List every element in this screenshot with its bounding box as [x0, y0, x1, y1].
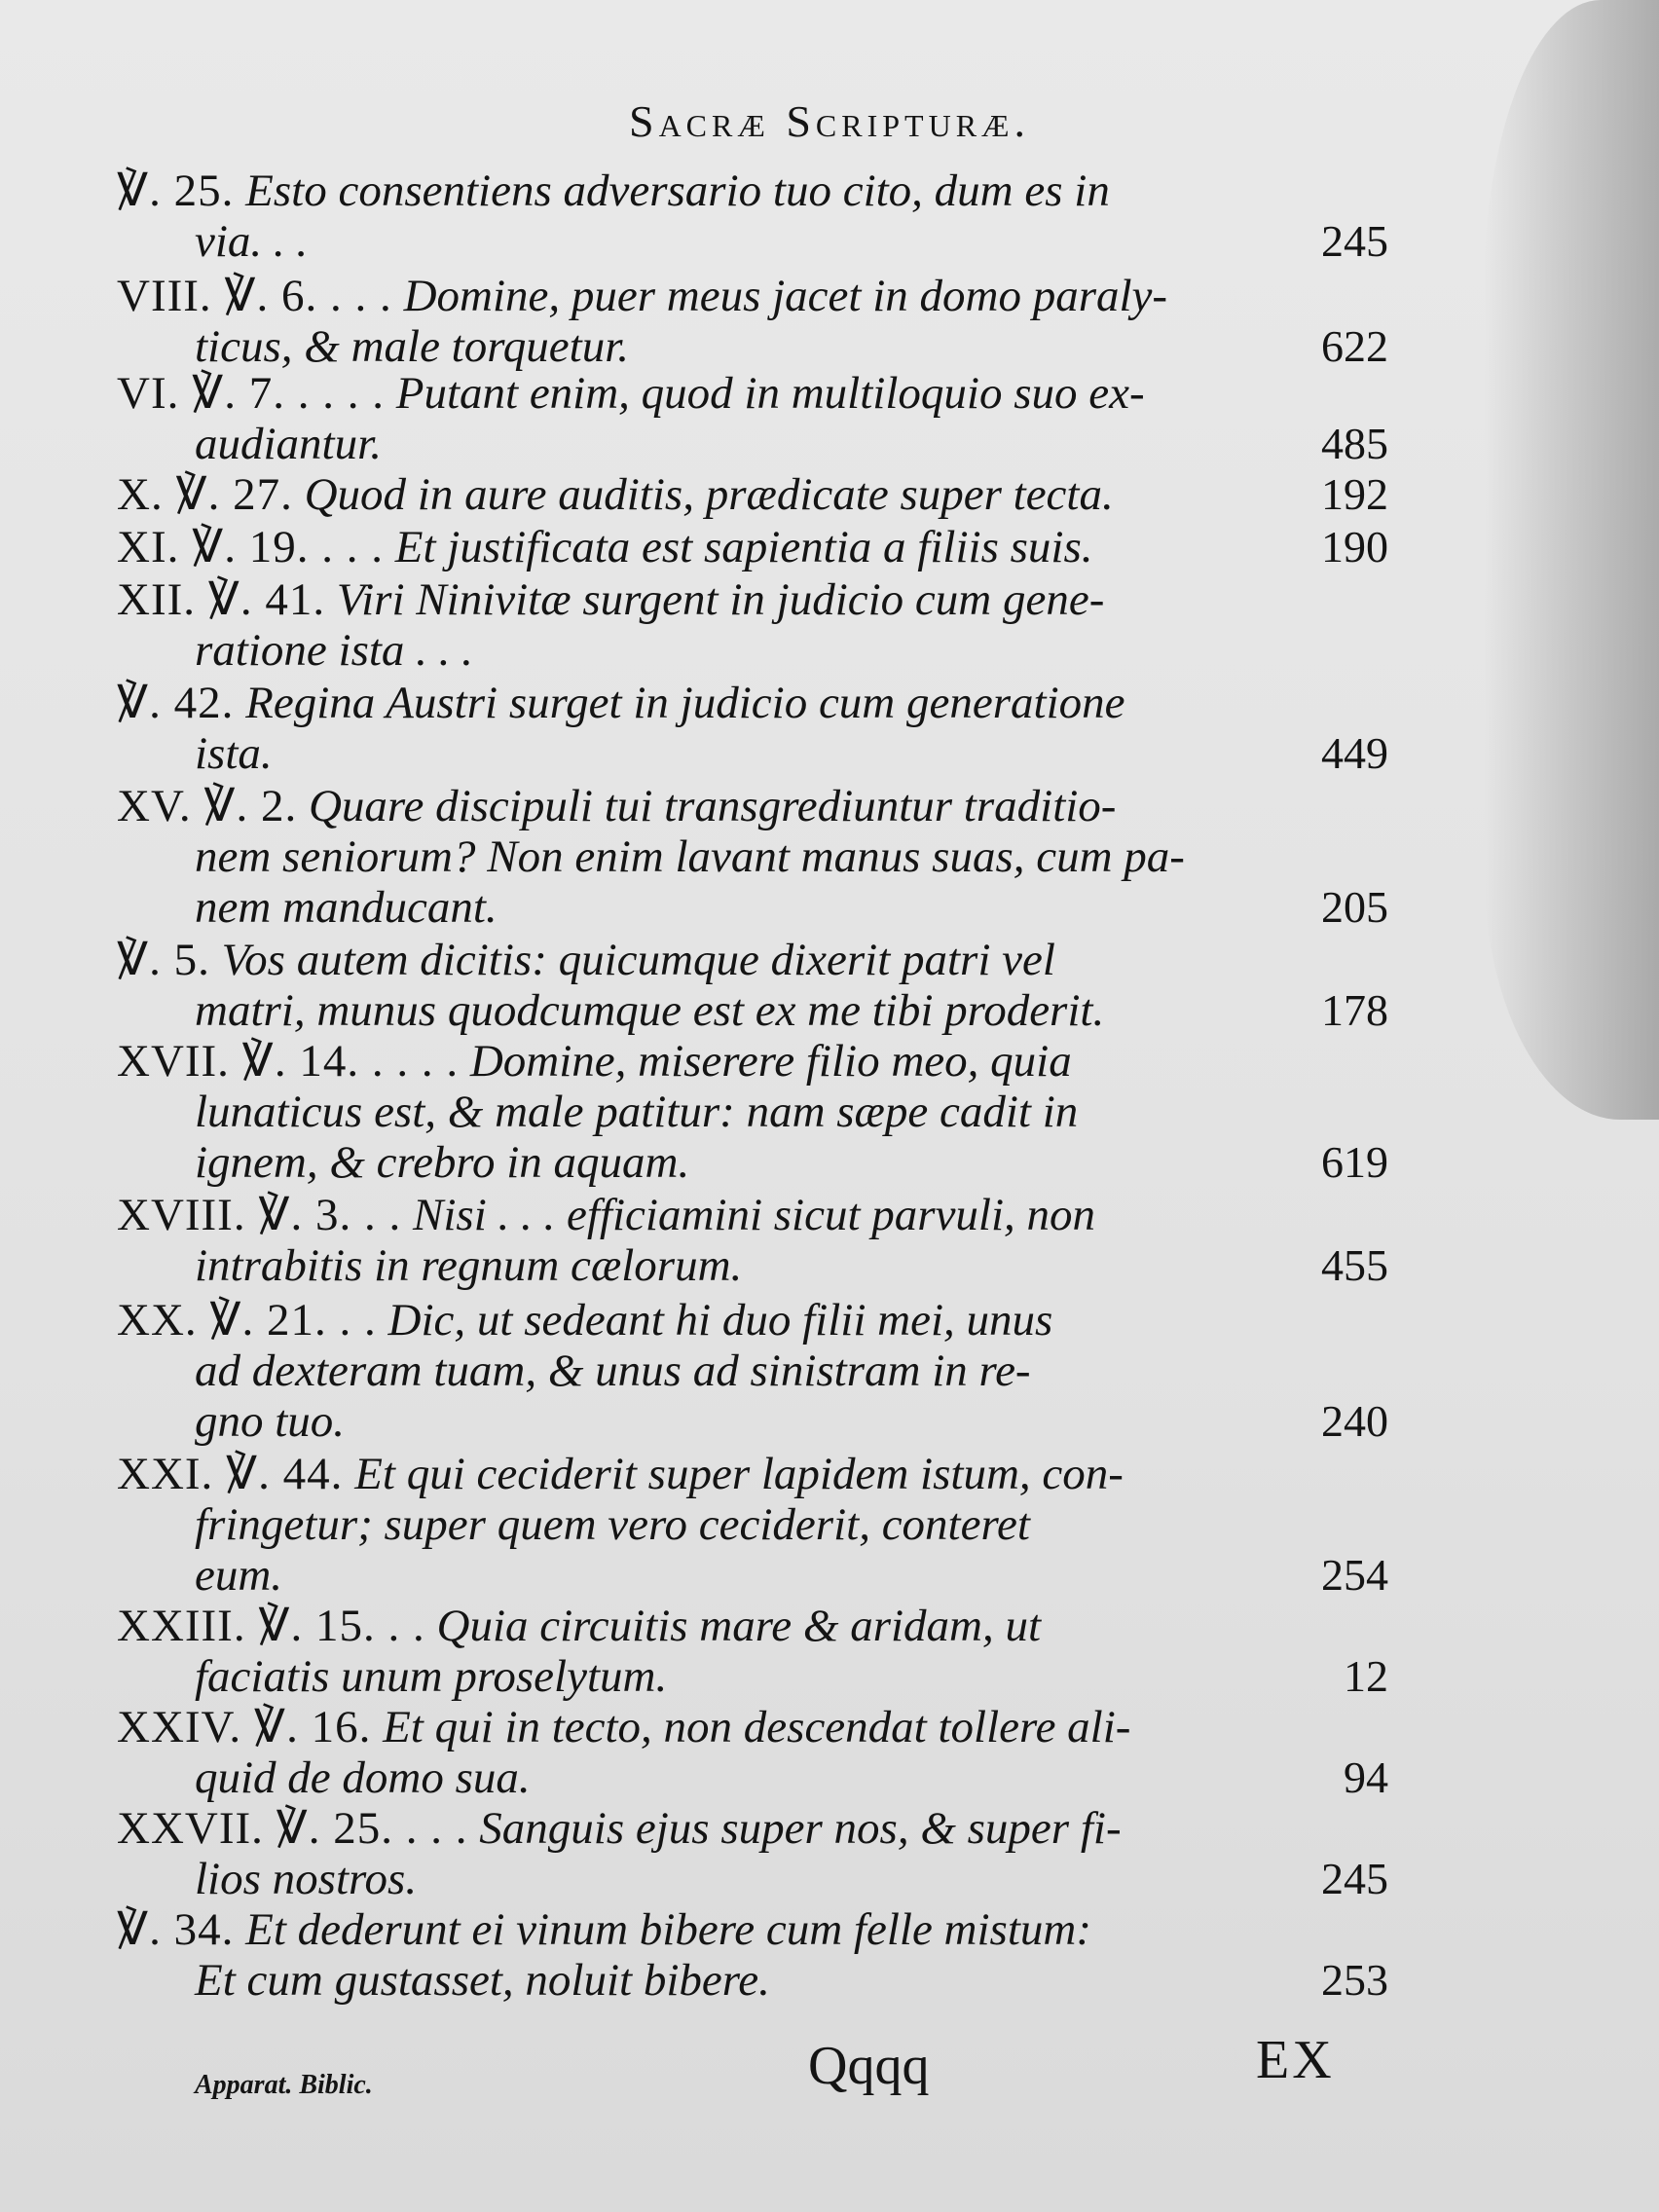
- entry-line: [117, 1550, 1382, 1601]
- entry-line: [117, 1651, 1382, 1702]
- entry-text: ad dexteram tuam, & unus ad sinistram in re-: [195, 1346, 1031, 1396]
- entry-line: [117, 625, 1382, 676]
- page-number: 449: [1321, 728, 1388, 778]
- entry-text: Esto consentiens adversario tuo cito, dum es in: [245, 166, 1110, 216]
- page-number: 253: [1321, 1955, 1388, 2005]
- entry-line: [117, 1240, 1382, 1291]
- index-entry: [117, 1601, 1388, 1702]
- entry-text: Domine, puer meus jacet in domo paraly-: [403, 271, 1168, 321]
- index-entry: [117, 1803, 1388, 1904]
- index-entry: [117, 271, 1388, 372]
- entry-line: [117, 1904, 1382, 1955]
- entry-text: Et justificata est sapientia a filiis suis.: [394, 522, 1093, 572]
- verse-reference: XI. ℣. 19. . . .: [117, 522, 384, 572]
- index-entry: [117, 522, 1388, 572]
- entry-text: Et cum gustasset, noluit bibere.: [195, 1955, 770, 2006]
- entry-text: matri, munus quodcumque est ex me tibi proderit.: [195, 985, 1105, 1036]
- entry-text: ticus, & male torquetur.: [195, 321, 630, 372]
- index-entry: [117, 469, 1388, 520]
- entry-line: [117, 216, 1382, 267]
- entry-text: gno tuo.: [195, 1396, 346, 1447]
- footer-signature-mark: Qqqq: [808, 2036, 930, 2096]
- verse-reference: ℣. 34.: [117, 1904, 235, 1955]
- verse-reference: ℣. 25.: [117, 166, 235, 216]
- entry-text: Domine, miserere filio meo, quia: [469, 1036, 1072, 1087]
- entry-text: lunaticus est, & male patitur: nam sæpe cadit in: [195, 1087, 1079, 1137]
- page-number: 455: [1321, 1240, 1388, 1290]
- entry-line: [117, 985, 1382, 1036]
- page-number: 619: [1321, 1137, 1388, 1187]
- entry-text: Quare discipuli tui transgrediuntur traditio-: [308, 781, 1117, 831]
- verse-reference: X. ℣. 27.: [117, 469, 293, 520]
- entry-text: fringetur; super quem vero ceciderit, conteret: [195, 1499, 1030, 1550]
- page-number: 190: [1321, 522, 1388, 571]
- index-entry: [117, 574, 1382, 676]
- verse-reference: XXI. ℣. 44.: [117, 1449, 344, 1499]
- entry-text: faciatis unum proselytum.: [195, 1651, 668, 1702]
- entry-text: quid de domo sua.: [195, 1752, 531, 1803]
- page-number: 178: [1321, 985, 1388, 1035]
- verse-reference: XV. ℣. 2.: [117, 781, 298, 831]
- entry-text: ista.: [195, 728, 273, 779]
- verse-reference: ℣. 5.: [117, 935, 210, 985]
- page-header: Sacræ Scripturæ.: [628, 96, 1030, 146]
- entry-text: Sanguis ejus super nos, & super fi-: [479, 1803, 1122, 1854]
- page-number: 485: [1321, 419, 1388, 468]
- entry-line: [117, 935, 1382, 985]
- entry-line: [117, 522, 1382, 572]
- entry-text: Quia circuitis mare & aridam, ut: [436, 1601, 1042, 1651]
- entry-text: nem manducant.: [195, 882, 498, 933]
- entry-line: [117, 1190, 1382, 1240]
- index-entry: [117, 1702, 1388, 1803]
- page-number: 240: [1321, 1396, 1388, 1446]
- entry-line: [117, 1702, 1382, 1752]
- entry-line: [117, 368, 1382, 419]
- entry-text: Et qui in tecto, non descendat tollere ali-: [383, 1702, 1131, 1752]
- entry-text: Dic, ut sedeant hi duo filii mei, unus: [387, 1295, 1053, 1346]
- entry-text: Et dederunt ei vinum bibere cum felle mistum:: [245, 1904, 1091, 1955]
- entry-line: [117, 1346, 1382, 1396]
- entry-text: Vos autem dicitis: quicumque dixerit patri vel: [221, 935, 1055, 985]
- entry-text: ignem, & crebro in aquam.: [195, 1137, 690, 1188]
- entry-text: via. . .: [195, 216, 309, 267]
- entry-line: [117, 419, 1382, 469]
- entry-line: [117, 1295, 1382, 1346]
- page-number: 12: [1344, 1651, 1388, 1701]
- entry-line: [117, 1449, 1382, 1499]
- verse-reference: XII. ℣. 41.: [117, 574, 326, 625]
- entry-text: Et qui ceciderit super lapidem istum, con-: [354, 1449, 1124, 1499]
- entry-line: [117, 271, 1382, 321]
- verse-reference: XVIII. ℣. 3. . .: [117, 1190, 402, 1240]
- index-entry: [117, 781, 1388, 933]
- entry-line: [117, 1955, 1382, 2006]
- verse-reference: ℣. 42.: [117, 678, 235, 728]
- entry-line: [117, 882, 1382, 933]
- page-number: 622: [1321, 321, 1388, 371]
- page-number: 245: [1321, 1854, 1388, 1903]
- verse-reference: XX. ℣. 21. . .: [117, 1295, 377, 1346]
- index-entry: [117, 1295, 1388, 1447]
- entry-text: Quod in aure auditis, prædicate super tecta.: [304, 469, 1114, 520]
- entry-line: [117, 166, 1382, 216]
- entry-line: [117, 728, 1382, 779]
- entry-text: Regina Austri surget in judicio cum generatione: [245, 678, 1125, 728]
- index-entry: [117, 1904, 1388, 2006]
- entry-line: [117, 831, 1382, 882]
- entry-text: Nisi . . . efficiamini sicut parvuli, non: [413, 1190, 1096, 1240]
- entry-text: ratione ista . . .: [195, 625, 473, 676]
- index-entry: [117, 368, 1388, 469]
- entry-line: [117, 1803, 1382, 1854]
- entry-line: [117, 469, 1382, 520]
- footer-signature-note: Apparat. Biblic.: [195, 2070, 373, 2100]
- page-number: 205: [1321, 882, 1388, 932]
- page-number: 94: [1344, 1752, 1388, 1802]
- entry-text: eum.: [195, 1550, 283, 1601]
- entry-line: [117, 1854, 1382, 1904]
- verse-reference: VIII. ℣. 6. . . .: [117, 271, 392, 321]
- index-entry: [117, 678, 1388, 779]
- entry-line: [117, 1396, 1382, 1447]
- entry-text: lios nostros.: [195, 1854, 418, 1904]
- verse-reference: XVII. ℣. 14. . . . .: [117, 1036, 460, 1087]
- entry-text: intrabitis in regnum cælorum.: [195, 1240, 743, 1291]
- footer-catchword: EX: [1256, 2030, 1335, 2090]
- verse-reference: XXVII. ℣. 25. . . .: [117, 1803, 468, 1854]
- index-entry: [117, 1190, 1388, 1291]
- entry-text: Viri Ninivitæ surgent in judicio cum gene-: [336, 574, 1105, 625]
- entry-line: [117, 1499, 1382, 1550]
- entry-line: [117, 574, 1382, 625]
- index-entry: [117, 166, 1388, 267]
- entry-text: audiantur.: [195, 419, 382, 469]
- index-entry: [117, 935, 1388, 1036]
- entry-line: [117, 1752, 1382, 1803]
- entry-line: [117, 1137, 1382, 1188]
- torn-page-edge: [1484, 0, 1659, 1120]
- index-entry: [117, 1036, 1388, 1188]
- verse-reference: XXIV. ℣. 16.: [117, 1702, 372, 1752]
- page-number: 254: [1321, 1550, 1388, 1600]
- entry-line: [117, 321, 1382, 372]
- entry-line: [117, 781, 1382, 831]
- entry-line: [117, 1601, 1382, 1651]
- index-entry: [117, 1449, 1388, 1601]
- entry-line: [117, 678, 1382, 728]
- entry-line: [117, 1087, 1382, 1137]
- entry-text: nem seniorum? Non enim lavant manus suas, cum pa-: [195, 831, 1185, 882]
- verse-reference: XXIII. ℣. 15. . .: [117, 1601, 425, 1651]
- page-number: 245: [1321, 216, 1388, 266]
- verse-reference: VI. ℣. 7. . . . .: [117, 368, 385, 419]
- page-number: 192: [1321, 469, 1388, 519]
- entry-text: Putant enim, quod in multiloquio suo ex-: [395, 368, 1145, 419]
- entry-line: [117, 1036, 1382, 1087]
